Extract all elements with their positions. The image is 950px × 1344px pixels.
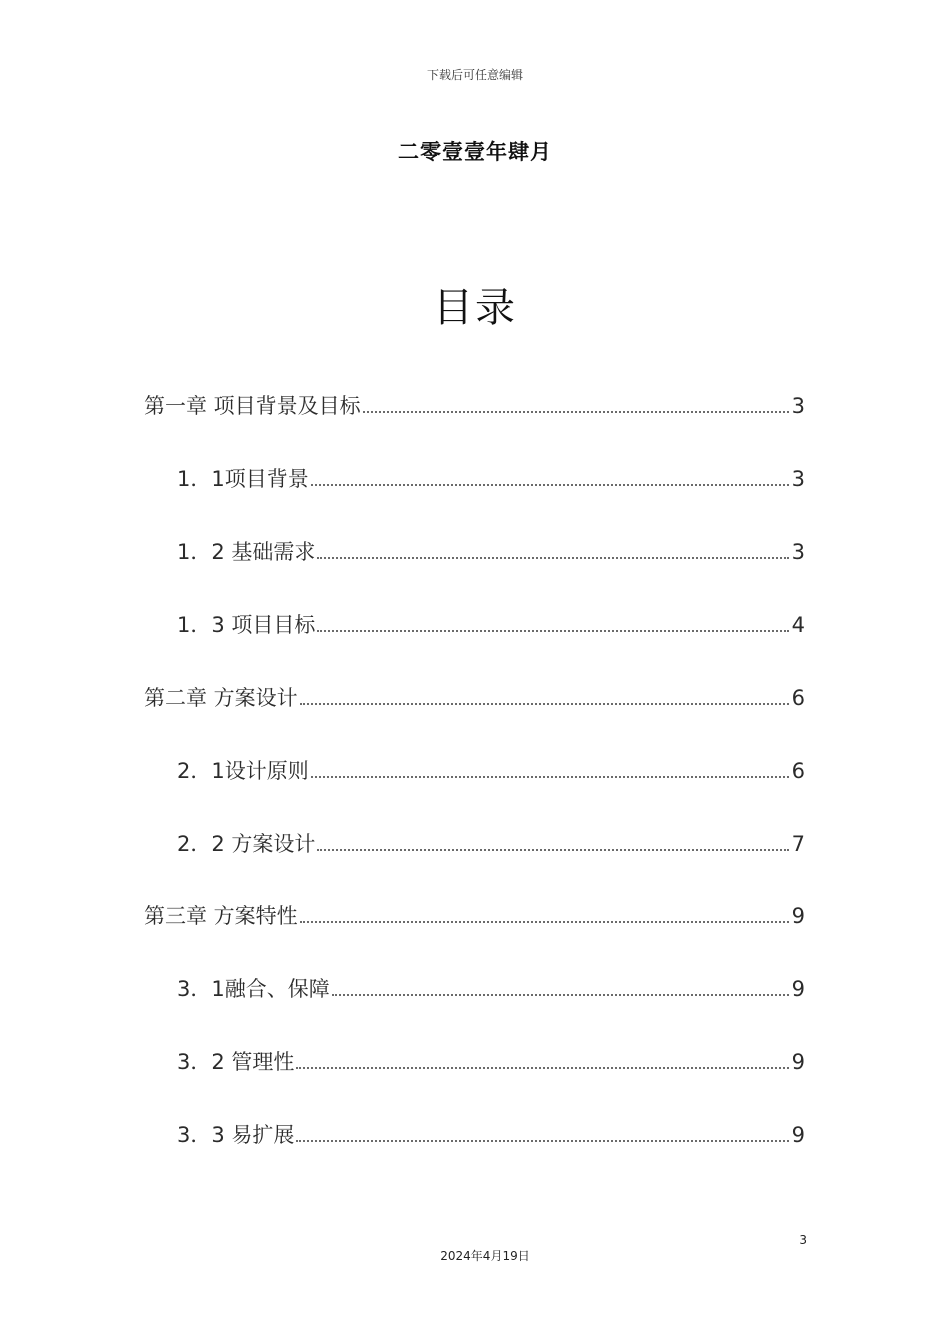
toc-dot-leader: [296, 1066, 788, 1069]
toc-entry-1-1[interactable]: [177, 464, 805, 494]
toc-entry-label: 第二章 方案设计: [144, 686, 298, 710]
toc-entry-label: 1．2 基础需求: [177, 540, 316, 564]
toc-entry-1-2[interactable]: [177, 537, 805, 567]
toc-entry-label: 第三章 方案特性: [144, 904, 298, 928]
toc-dot-leader: [363, 410, 789, 413]
toc-entry-2-1[interactable]: [177, 756, 805, 786]
toc-entry-page: 3: [791, 540, 805, 564]
toc-entry-3-3[interactable]: [177, 1120, 805, 1150]
toc-entry-3-2[interactable]: [177, 1047, 805, 1077]
toc-dot-leader: [300, 702, 789, 705]
toc-entry-page: 3: [791, 467, 805, 491]
page-footer-date: 2024年4月19日: [440, 1249, 530, 1263]
toc-entry-chapter-3[interactable]: [144, 901, 805, 931]
toc-entry-page: 3: [791, 394, 805, 418]
toc-entry-page: 6: [791, 686, 805, 710]
toc-title: 目录: [433, 285, 517, 331]
toc-entry-page: 9: [791, 977, 805, 1001]
toc-entry-page: 6: [791, 759, 805, 783]
toc-dot-leader: [296, 1139, 788, 1142]
document-date-title: 二零壹壹年肆月: [398, 140, 552, 164]
page-header: 下载后可任意编辑: [426, 68, 523, 82]
toc-entry-label: 3．2 管理性: [177, 1050, 295, 1074]
toc-entry-chapter-1[interactable]: [144, 391, 805, 421]
toc-dot-leader: [317, 629, 788, 632]
toc-entry-label: 第一章 项目背景及目标: [144, 394, 361, 418]
toc-entry-label: 1．1项目背景: [177, 467, 309, 491]
toc-entry-page: 7: [791, 832, 805, 856]
toc-entry-page: 9: [791, 904, 805, 928]
toc-entry-page: 9: [791, 1123, 805, 1147]
toc-entry-label: 2．2 方案设计: [177, 832, 316, 856]
toc-entry-label: 3．1融合、保障: [177, 977, 330, 1001]
toc-dot-leader: [311, 775, 789, 778]
toc-entry-3-1[interactable]: [177, 974, 805, 1004]
toc-dot-leader: [311, 483, 789, 486]
page-number: 3: [799, 1233, 807, 1247]
toc-dot-leader: [332, 993, 789, 996]
toc-entry-1-3[interactable]: [177, 610, 805, 640]
toc-entry-label: 3．3 易扩展: [177, 1123, 295, 1147]
toc-entry-page: 9: [791, 1050, 805, 1074]
toc-entry-page: 4: [791, 613, 805, 637]
toc-dot-leader: [317, 848, 788, 851]
toc-dot-leader: [300, 920, 789, 923]
toc-entry-2-2[interactable]: [177, 829, 805, 859]
toc-entry-label: 2．1设计原则: [177, 759, 309, 783]
toc-dot-leader: [317, 556, 788, 559]
toc-entry-label: 1．3 项目目标: [177, 613, 316, 637]
toc-entry-chapter-2[interactable]: [144, 683, 805, 713]
